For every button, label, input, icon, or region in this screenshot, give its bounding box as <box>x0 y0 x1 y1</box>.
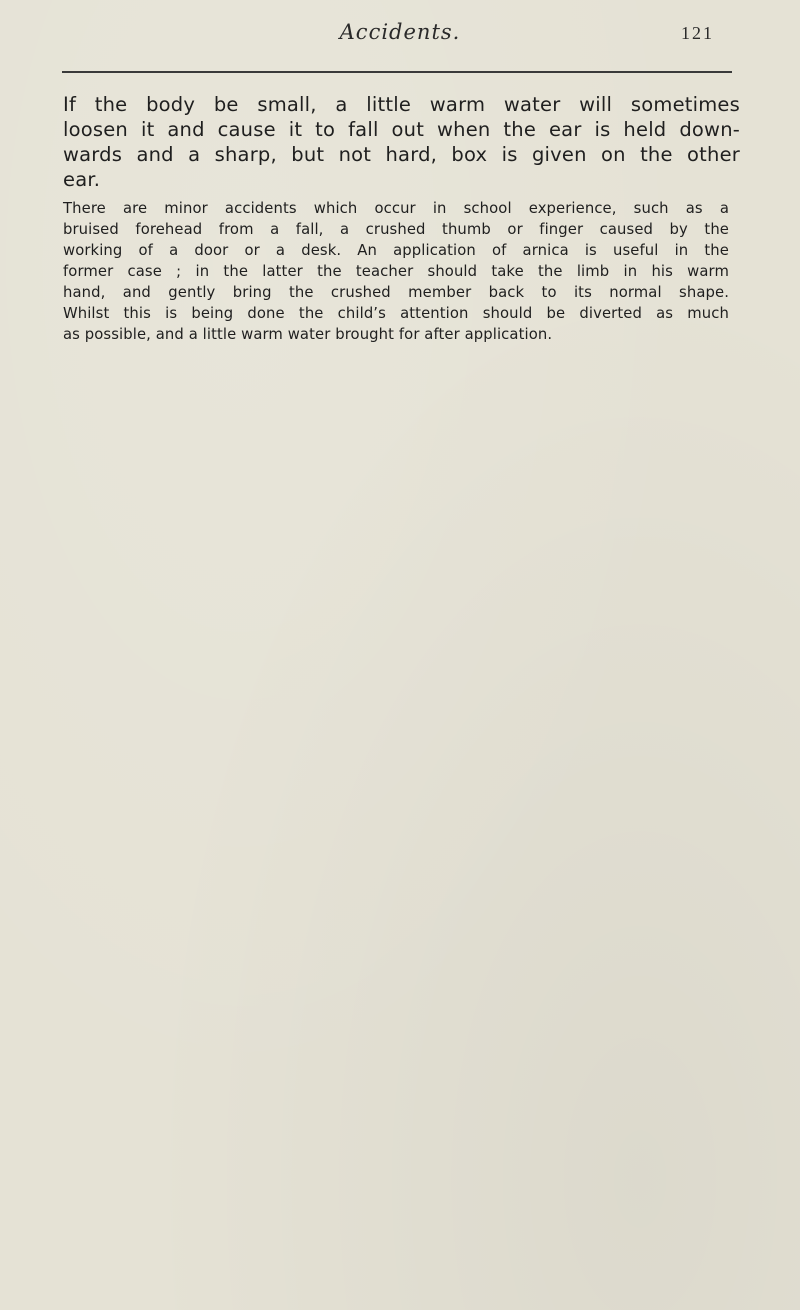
paragraph-2-line: former case ; in the latter the teacher should take the limb in his warm <box>63 263 729 280</box>
paragraph-2-line: There are minor accidents which occur in school experience, such as a <box>63 200 729 217</box>
page-number: 121 <box>681 23 714 43</box>
running-head <box>0 18 800 48</box>
paragraph-2-line: as possible, and a little warm water brought for after application. <box>63 326 553 343</box>
paragraph-1-line: wards and a sharp, but not hard, box is given on the other <box>63 143 740 166</box>
paragraph-2-line: working of a door or a desk. An application of arnica is useful in the <box>63 242 729 259</box>
paragraph-2-line: bruised forehead from a fall, a crushed thumb or finger caused by the <box>63 221 729 238</box>
running-head-title: Accidents. <box>339 20 461 44</box>
paragraph-1-line: ear. <box>63 168 101 191</box>
body-paragraph-2 <box>63 198 729 345</box>
paragraph-1-line: loosen it and cause it to fall out when the ear is held down- <box>63 118 740 141</box>
paragraph-1-line: If the body be small, a little warm water will sometimes <box>63 93 740 116</box>
paragraph-2-line: hand, and gently bring the crushed member back to its normal shape. <box>63 284 729 301</box>
header-rule <box>62 71 732 73</box>
body-paragraph-1 <box>63 92 740 192</box>
paragraph-2-line: Whilst this is being done the child’s attention should be diverted as much <box>63 305 729 322</box>
